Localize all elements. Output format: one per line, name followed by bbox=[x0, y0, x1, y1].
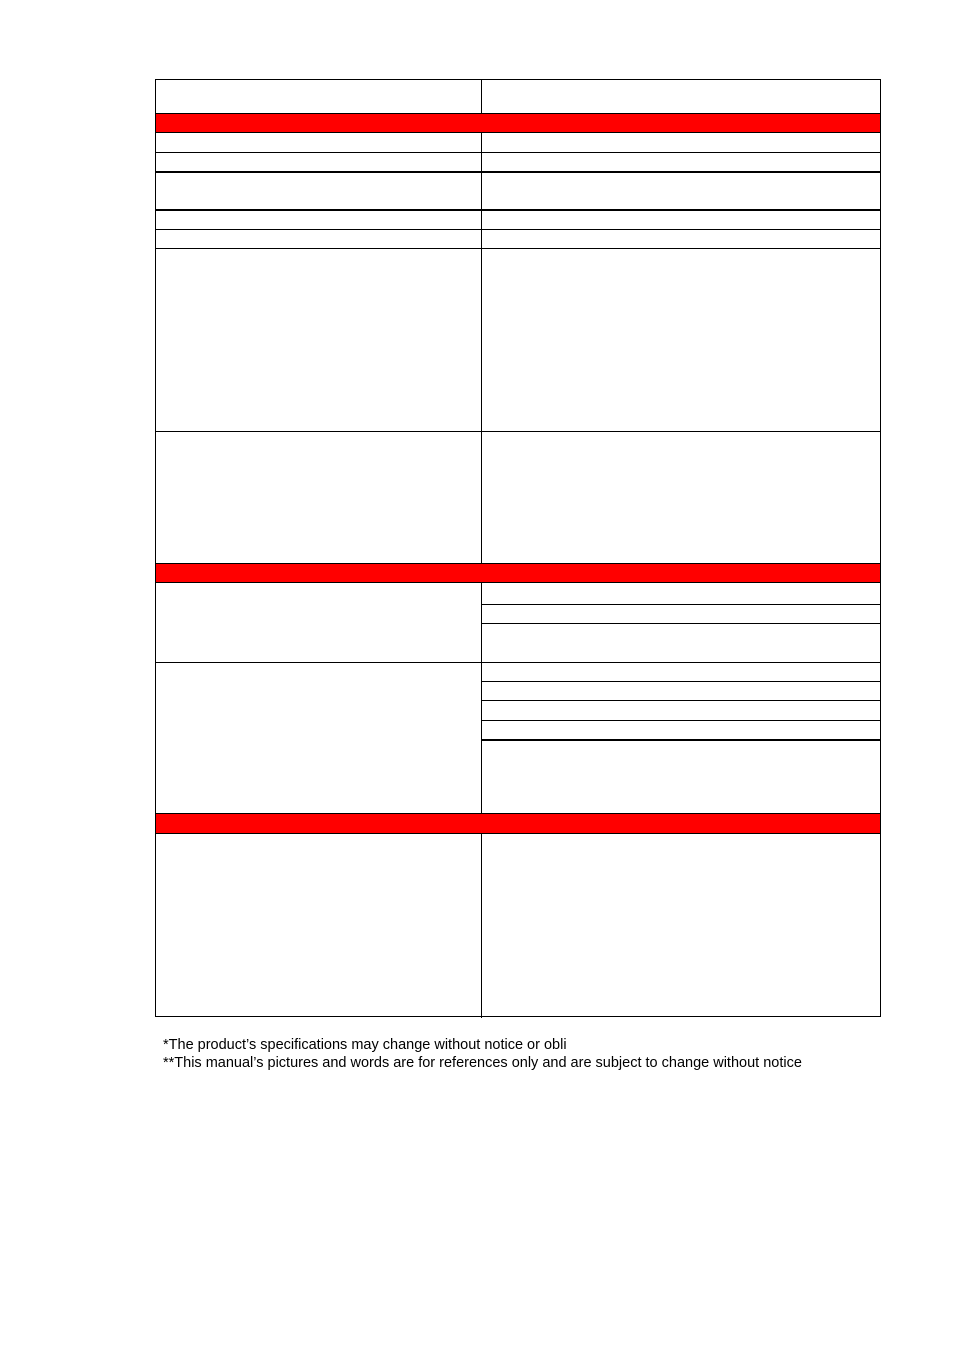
row-separator bbox=[156, 209, 880, 211]
section-header-band bbox=[156, 563, 880, 583]
section-header-band bbox=[156, 813, 880, 834]
row-separator bbox=[481, 720, 880, 721]
row-separator bbox=[156, 248, 880, 249]
row-separator bbox=[481, 739, 880, 741]
row-separator bbox=[481, 681, 880, 682]
row-separator bbox=[156, 152, 880, 153]
row-separator bbox=[481, 604, 880, 605]
row-separator bbox=[481, 700, 880, 701]
specification-table bbox=[155, 79, 881, 1017]
footnotes bbox=[163, 1036, 923, 1072]
footnote-specifications: *The product’s specifications may change without notice or obli bbox=[163, 1037, 567, 1053]
row-separator bbox=[156, 171, 880, 173]
column-divider bbox=[481, 133, 482, 563]
column-divider bbox=[481, 80, 482, 113]
column-divider bbox=[481, 833, 482, 1018]
section-header-band bbox=[156, 113, 880, 133]
column-divider bbox=[481, 582, 482, 813]
row-separator bbox=[156, 662, 880, 663]
row-separator bbox=[481, 623, 880, 624]
row-separator bbox=[156, 229, 880, 230]
row-separator bbox=[156, 431, 880, 432]
footnote-manual-disclaimer: **This manual’s pictures and words are for references only and are subject to change without notice bbox=[163, 1055, 802, 1071]
